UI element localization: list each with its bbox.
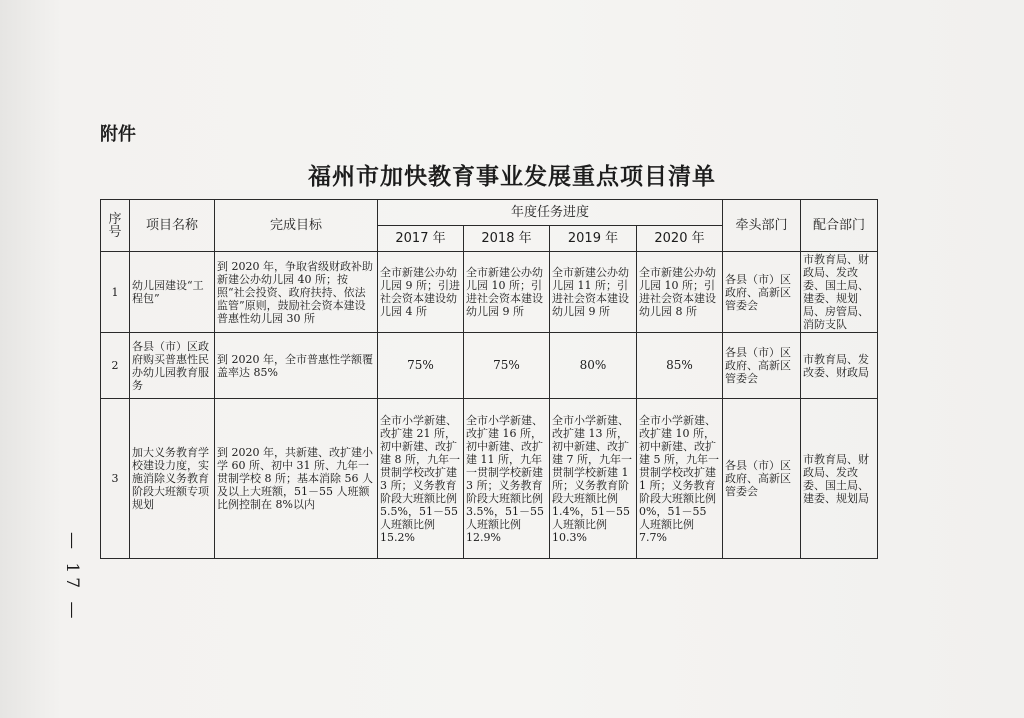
row-lead: 各县（市）区政府、高新区管委会: [723, 252, 801, 333]
header-2017: 2017 年: [378, 226, 464, 252]
row-2020: 全市小学新建、改扩建 10 所，初中新建、改扩建 5 所，九年一贯制学校改扩建 1 所；义务教育阶段大班额比例 0%，51－55 人班额比例 7.7%: [637, 399, 723, 559]
table-row: [101, 333, 878, 399]
row-2017: 全市新建公办幼儿园 9 所；引进社会资本建设幼儿园 4 所: [378, 252, 464, 333]
table-row: [101, 399, 878, 559]
row-no: 2: [101, 333, 130, 399]
row-lead: 各县（市）区政府、高新区管委会: [723, 399, 801, 559]
attachment-label: 附件: [100, 124, 136, 145]
row-name: 加大义务教育学校建设力度，实施消除义务教育阶段大班额专项规划: [130, 399, 215, 559]
row-partner: 市教育局、财政局、发改委、国土局、建委、规划局、房管局、消防支队: [801, 252, 878, 333]
table-row: [101, 252, 878, 333]
row-2018: 全市小学新建、改扩建 16 所，初中新建、改扩建 11 所，九年一贯制学校新建 3 所；义务教育阶段大班额比例 3.5%，51－55 人班额比例 12.9%: [464, 399, 550, 559]
header-lead: 牵头部门: [723, 200, 801, 252]
project-table: [100, 199, 878, 559]
row-2017: 75%: [378, 333, 464, 399]
row-name: 幼儿园建设“工程包”: [130, 252, 215, 333]
row-2020: 85%: [637, 333, 723, 399]
row-partner: 市教育局、财政局、发改委、国土局、建委、规划局: [801, 399, 878, 559]
row-2019: 全市新建公办幼儿园 11 所；引进社会资本建设幼儿园 9 所: [550, 252, 637, 333]
row-2019: 80%: [550, 333, 637, 399]
row-no: 3: [101, 399, 130, 559]
header-partner: 配合部门: [801, 200, 878, 252]
row-no: 1: [101, 252, 130, 333]
row-2020: 全市新建公办幼儿园 10 所；引进社会资本建设幼儿园 8 所: [637, 252, 723, 333]
row-goal: 到 2020 年，共新建、改扩建小学 60 所、初中 31 所、九年一贯制学校 8 所；基本消除 56 人及以上大班额，51－55 人班额比例控制在 8%以内: [215, 399, 378, 559]
row-lead: 各县（市）区政府、高新区管委会: [723, 333, 801, 399]
row-name: 各县（市）区政府购买普惠性民办幼儿园教育服务: [130, 333, 215, 399]
header-goal: 完成目标: [215, 200, 378, 252]
row-2018: 75%: [464, 333, 550, 399]
header-progress: 年度任务进度: [378, 200, 723, 226]
row-2017: 全市小学新建、改扩建 21 所，初中新建、改扩建 8 所，九年一贯制学校改扩建 3 所；义务教育阶段大班额比例 5.5%，51－55 人班额比例 15.2%: [378, 399, 464, 559]
page-number: — 17 —: [62, 532, 82, 623]
header-no: 序号: [101, 200, 130, 252]
row-2019: 全市小学新建、改扩建 13 所，初中新建、改扩建 7 所，九年一贯制学校新建 1 所；义务教育阶段大班额比例 1.4%，51－55 人班额比例 10.3%: [550, 399, 637, 559]
header-name: 项目名称: [130, 200, 215, 252]
row-goal: 到 2020 年，全市普惠性学额覆盖率达 85%: [215, 333, 378, 399]
row-partner: 市教育局、发改委、财政局: [801, 333, 878, 399]
header-2018: 2018 年: [464, 226, 550, 252]
row-goal: 到 2020 年，争取省级财政补助新建公办幼儿园 40 所；按照“社会投资、政府扶持、依法监管”原则，鼓励社会资本建设普惠性幼儿园 30 所: [215, 252, 378, 333]
page-title: 福州市加快教育事业发展重点项目清单: [308, 164, 716, 190]
header-2019: 2019 年: [550, 226, 637, 252]
row-2018: 全市新建公办幼儿园 10 所；引进社会资本建设幼儿园 9 所: [464, 252, 550, 333]
header-2020: 2020 年: [637, 226, 723, 252]
